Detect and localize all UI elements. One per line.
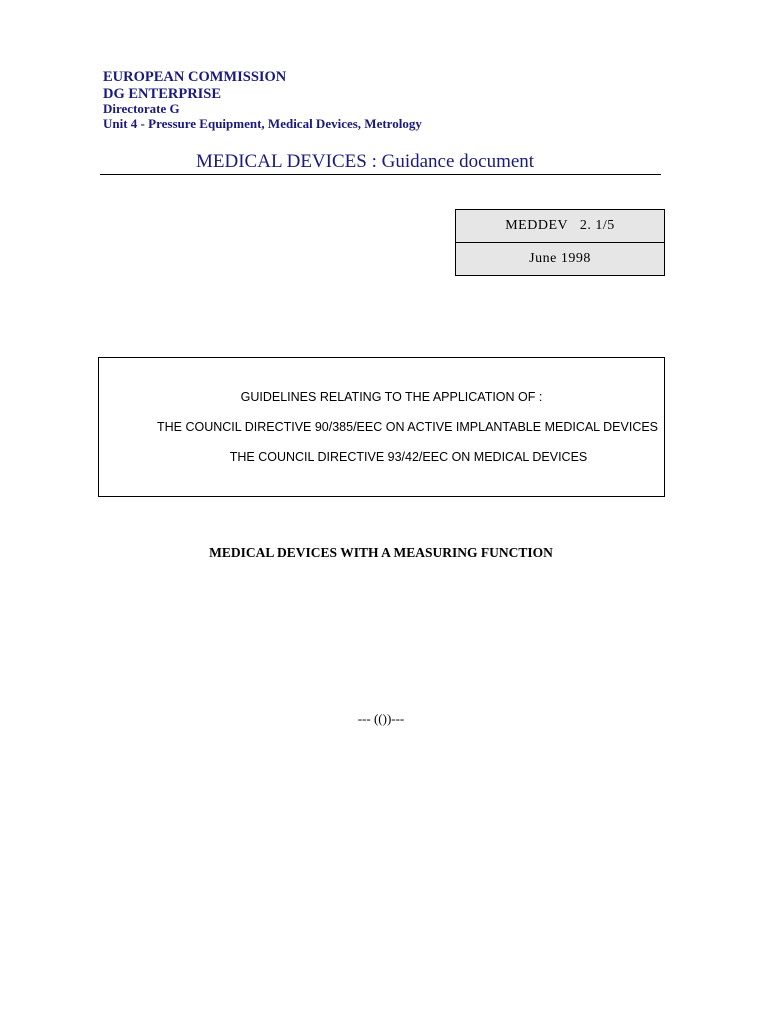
directive-aimd: THE COUNCIL DIRECTIVE 90/385/EEC ON ACTIVE IMPLANTABLE MEDICAL DEVICES (156, 420, 659, 434)
reference-table (455, 209, 665, 276)
document-subject: MEDICAL DEVICES WITH A MEASURING FUNCTION (209, 545, 553, 560)
ornament-divider: --- (())--- (357, 711, 405, 726)
document-title: MEDICAL DEVICES : Guidance document (196, 151, 535, 172)
reference-code: MEDDEV 2. 1/5 (456, 210, 664, 243)
unit-name: Unit 4 - Pressure Equipment, Medical Devices, Metrology (103, 116, 422, 132)
directorate-name: Directorate G (103, 101, 180, 117)
header-organization (103, 69, 422, 132)
directive-mdd: THE COUNCIL DIRECTIVE 93/42/EEC ON MEDICAL DEVICES (229, 450, 588, 464)
guidelines-intro: GUIDELINES RELATING TO THE APPLICATION OF : (240, 390, 543, 404)
org-name: EUROPEAN COMMISSION (103, 69, 287, 85)
title-divider (100, 174, 661, 175)
guidelines-box (98, 357, 665, 497)
reference-date: June 1998 (456, 243, 664, 275)
dg-name: DG ENTERPRISE (103, 85, 222, 102)
